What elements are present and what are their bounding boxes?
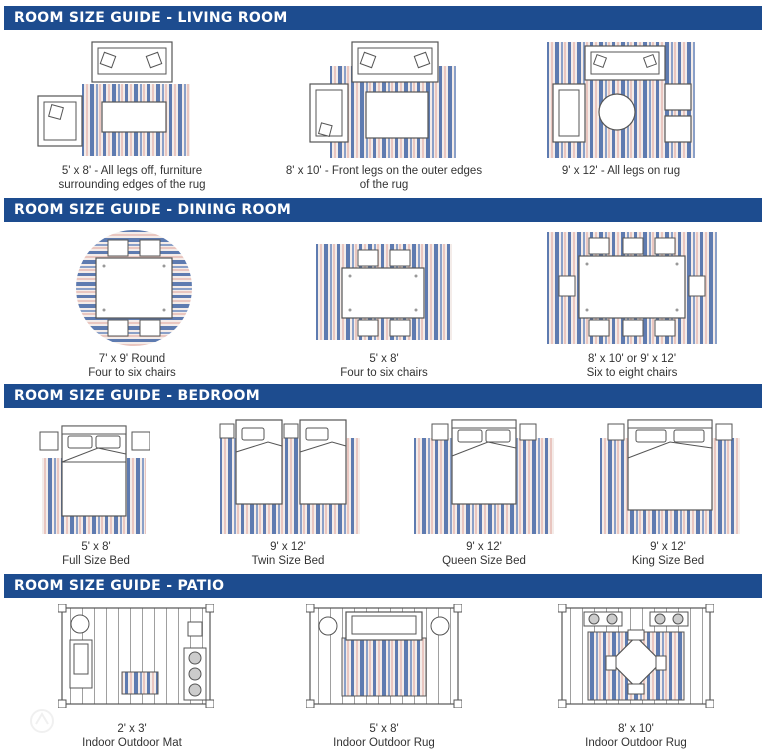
caption-patio-8x10-line1: 8' x 10' xyxy=(618,723,654,735)
caption-living-9x12-line1: 9' x 12' - All legs on rug xyxy=(561,165,681,177)
caption-living-8x10-line1: 8' x 10' - Front legs on the outer edges xyxy=(285,165,483,177)
patio-8x10-illustration xyxy=(558,604,714,708)
caption-patio-8x10-line2: Indoor Outdoor Rug xyxy=(585,737,687,749)
caption-patio-5x8-line1: 5' x 8' xyxy=(369,723,399,735)
caption-living-5x8-line1: 5' x 8' - All legs off, furniture xyxy=(61,165,203,177)
caption-bedroom-queen-line1: 9' x 12' xyxy=(466,541,502,553)
living-room-9x12-illustration xyxy=(545,40,697,160)
caption-dining-5x8-line2: Four to six chairs xyxy=(340,367,428,379)
caption-patio-5x8-line2: Indoor Outdoor Rug xyxy=(333,737,435,749)
bedroom-twin-illustration xyxy=(218,416,362,536)
caption-bedroom-full-line2: Full Size Bed xyxy=(62,555,130,567)
dining-room-5x8-illustration xyxy=(314,236,454,344)
living-room-5x8-illustration xyxy=(36,40,196,160)
caption-living-5x8-line2: surrounding edges of the rug xyxy=(58,179,206,191)
caption-patio-2x3-line2: Indoor Outdoor Mat xyxy=(82,737,182,749)
dining-room-8x10-illustration xyxy=(545,230,719,346)
patio-2x3-illustration xyxy=(58,604,214,708)
caption-bedroom-king-line2: King Size Bed xyxy=(631,555,705,567)
caption-bedroom-twin-line2: Twin Size Bed xyxy=(251,555,325,567)
section-header-bedroom: ROOM SIZE GUIDE - BEDROOM xyxy=(4,384,762,408)
section-header-living-room: ROOM SIZE GUIDE - LIVING ROOM xyxy=(4,6,762,30)
caption-dining-8x10-line2: Six to eight chairs xyxy=(586,367,678,379)
living-room-8x10-illustration xyxy=(306,40,466,160)
watermark-logo-icon xyxy=(28,696,118,746)
caption-bedroom-queen-line2: Queen Size Bed xyxy=(442,555,526,567)
caption-bedroom-king-line1: 9' x 12' xyxy=(650,541,686,553)
caption-dining-8x10-line1: 8' x 10' or 9' x 12' xyxy=(587,353,677,365)
bedroom-king-illustration xyxy=(598,416,742,536)
patio-5x8-illustration xyxy=(306,604,462,708)
section-header-dining-room: ROOM SIZE GUIDE - DINING ROOM xyxy=(4,198,762,222)
section-header-patio: ROOM SIZE GUIDE - PATIO xyxy=(4,574,762,598)
caption-dining-5x8-line1: 5' x 8' xyxy=(369,353,399,365)
bedroom-full-illustration xyxy=(38,418,150,536)
caption-bedroom-twin-line1: 9' x 12' xyxy=(270,541,306,553)
dining-room-round-illustration xyxy=(74,228,194,348)
caption-dining-round-line1: 7' x 9' Round xyxy=(98,353,166,365)
bedroom-queen-illustration xyxy=(412,416,556,536)
caption-living-8x10-line2: of the rug xyxy=(359,179,409,191)
caption-patio-2x3-line1: 2' x 3' xyxy=(117,723,147,735)
caption-bedroom-full-line1: 5' x 8' xyxy=(81,541,111,553)
caption-dining-round-line2: Four to six chairs xyxy=(88,367,176,379)
